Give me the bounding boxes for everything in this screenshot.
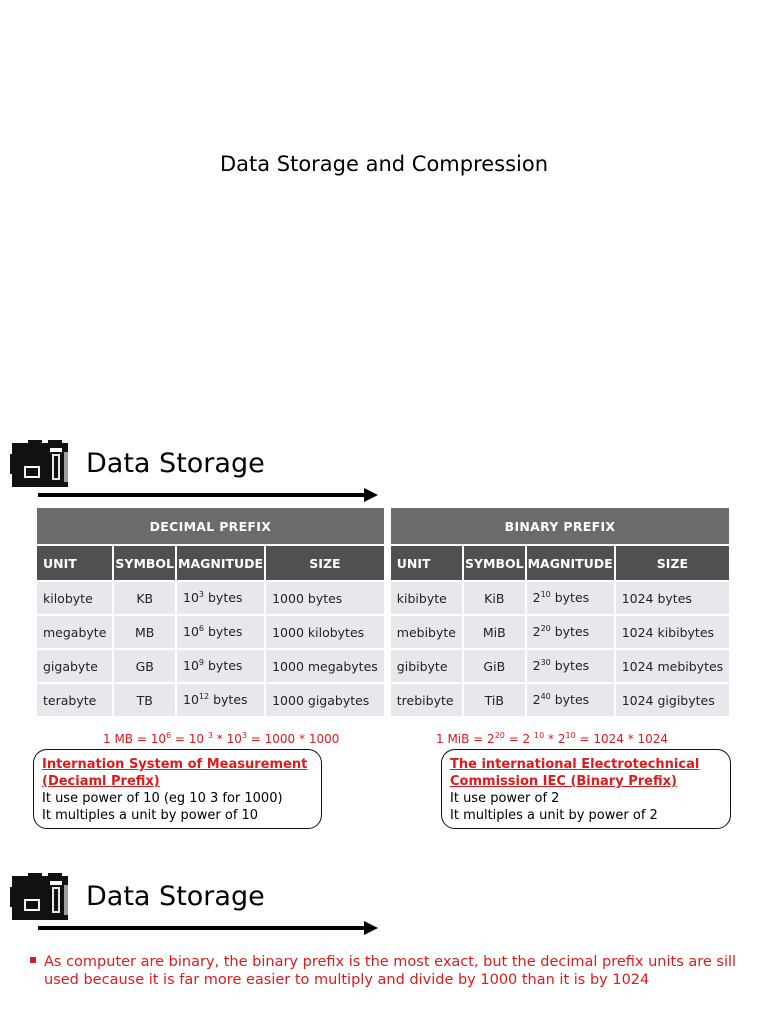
column-header: SIZE: [616, 546, 730, 580]
symbol-cell: GB: [114, 650, 175, 682]
magnitude-cell: $10^{12}$ bytes: [177, 684, 264, 716]
table-row: [37, 616, 384, 648]
callout-title: The international Electrotechnical: [450, 757, 700, 772]
decimal-formula: 1 MB = $10^6 = 10$ $^3 * 10^3 = 1000 * 1000$: [103, 731, 340, 746]
column-header: MAGNITUDE: [527, 546, 614, 580]
file-cabinet-icon: [10, 873, 72, 921]
size-cell: 1000 megabytes: [266, 650, 384, 682]
magnitude-cell: $2^{20}$ bytes: [527, 616, 614, 648]
binary-formula: 1 MiB = $2^{20} = 2$ $^{10} * 2^{10} = 1024 * 1024$: [436, 731, 669, 746]
symbol-cell: MB: [114, 616, 175, 648]
table-row: [391, 684, 729, 716]
column-header: UNIT: [391, 546, 462, 580]
section-header-2: [10, 873, 390, 933]
unit-cell: megabyte: [37, 616, 112, 648]
table-row: [37, 582, 384, 614]
magnitude-cell: $10^6$ bytes: [177, 616, 264, 648]
size-cell: 1000 kilobytes: [266, 616, 384, 648]
size-cell: 1024 kibibytes: [616, 616, 730, 648]
arrow-right-icon: [38, 488, 378, 502]
column-header: UNIT: [37, 546, 112, 580]
unit-cell: gibibyte: [391, 650, 462, 682]
symbol-cell: KB: [114, 582, 175, 614]
magnitude-cell: $2^{30}$ bytes: [527, 650, 614, 682]
size-cell: 1000 gigabytes: [266, 684, 384, 716]
symbol-cell: TB: [114, 684, 175, 716]
section-heading: Data Storage: [86, 881, 265, 912]
bullet-marker: [30, 957, 36, 963]
decimal-prefix-table: [35, 506, 386, 718]
callout-line: It multiples a unit by power of 10: [42, 808, 259, 823]
unit-cell: mebibyte: [391, 616, 462, 648]
column-header: MAGNITUDE: [177, 546, 264, 580]
column-header: SYMBOL: [114, 546, 175, 580]
magnitude-cell: $2^{40}$ bytes: [527, 684, 614, 716]
unit-cell: kilobyte: [37, 582, 112, 614]
table-row: [37, 650, 384, 682]
size-cell: 1024 gigibytes: [616, 684, 730, 716]
callout-line: It multiples a unit by power of 2: [450, 808, 658, 823]
callout-title: Commission IEC (Binary Prefix): [450, 774, 677, 789]
file-cabinet-icon: [10, 440, 72, 488]
magnitude-cell: $10^9$ bytes: [177, 650, 264, 682]
binary-callout: [441, 749, 731, 829]
magnitude-cell: $10^3$ bytes: [177, 582, 264, 614]
symbol-cell: KiB: [464, 582, 525, 614]
unit-cell: terabyte: [37, 684, 112, 716]
table-row: [37, 684, 384, 716]
size-cell: 1024 mebibytes: [616, 650, 730, 682]
symbol-cell: TiB: [464, 684, 525, 716]
size-cell: 1000 bytes: [266, 582, 384, 614]
binary-prefix-table: [389, 506, 731, 718]
table-row: [391, 650, 729, 682]
magnitude-cell: $2^{10}$ bytes: [527, 582, 614, 614]
bullet-list: [30, 953, 750, 989]
column-header: SIZE: [266, 546, 384, 580]
unit-cell: trebibyte: [391, 684, 462, 716]
section-heading: Data Storage: [86, 448, 265, 479]
callout-line: It use power of 10 (eg 10 3 for 1000): [42, 791, 283, 806]
symbol-cell: MiB: [464, 616, 525, 648]
unit-cell: gigabyte: [37, 650, 112, 682]
table-group-header: BINARY PREFIX: [391, 508, 729, 544]
section-header-1: [10, 440, 390, 500]
callout-title: (Deciaml Prefix): [42, 774, 160, 789]
page-title: Data Storage and Compression: [219, 152, 549, 176]
arrow-right-icon: [38, 921, 378, 935]
unit-cell: kibibyte: [391, 582, 462, 614]
decimal-callout: [33, 749, 322, 829]
table-row: [391, 616, 729, 648]
callout-title: Internation System of Measurement: [42, 757, 308, 772]
bullet-text: As computer are binary, the binary prefix is the most exact, but the decimal prefix units are sill used because it is far more easier to multiply and divide by 1000 than it is by 1024: [44, 954, 737, 988]
table-row: [391, 582, 729, 614]
table-group-header: DECIMAL PREFIX: [37, 508, 384, 544]
prefix-tables: [35, 506, 724, 718]
size-cell: 1024 bytes: [616, 582, 730, 614]
callout-line: It use power of 2: [450, 791, 560, 806]
column-header: SYMBOL: [464, 546, 525, 580]
symbol-cell: GiB: [464, 650, 525, 682]
